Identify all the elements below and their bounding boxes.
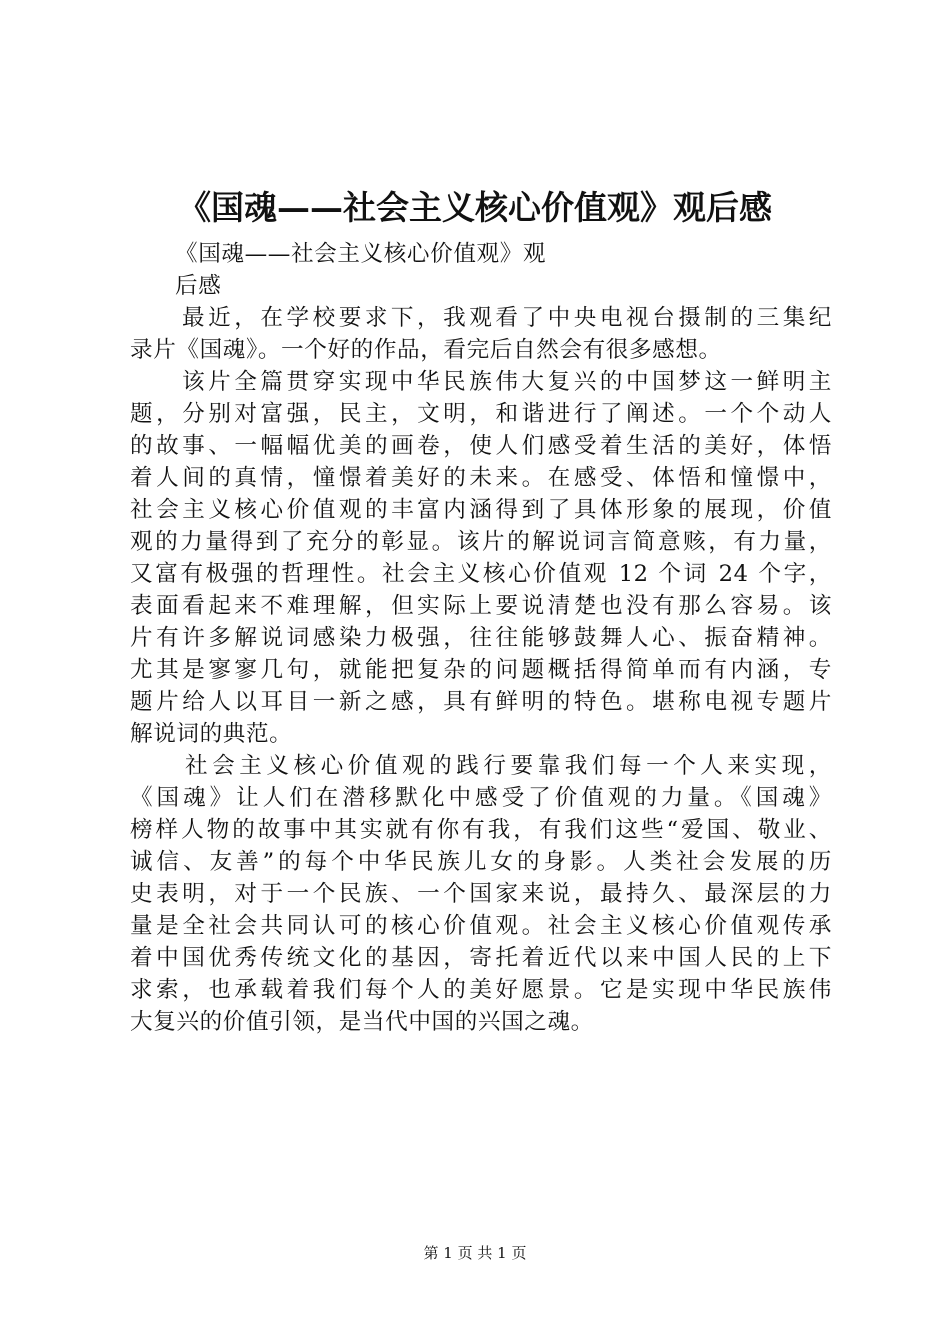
paragraph-2-line: 观的力量得到了充分的彰显。该片的解说词言简意赅，有力量， [130, 529, 832, 555]
paragraph-2-line: 片有许多解说词感染力极强，往往能够鼓舞人心、振奋精神。 [130, 625, 832, 651]
subtitle-line: 后感 [175, 273, 222, 299]
paragraph-3-line: 社会主义核心价值观的践行要靠我们每一个人来实现， [185, 753, 832, 779]
paragraph-2-line: 题片给人以耳目一新之感，具有鲜明的特色。堪称电视专题片 [130, 689, 832, 715]
paragraph-3-line: 着中国优秀传统文化的基因，寄托着近代以来中国人民的上下 [130, 945, 832, 971]
paragraph-2-line: 社会主义核心价值观的丰富内涵得到了具体形象的展现，价值 [130, 497, 832, 523]
paragraph-2-line: 着人间的真情，憧憬着美好的未来。在感受、体悟和憧憬中， [130, 465, 832, 491]
paragraph-3-line: 求索，也承载着我们每个人的美好愿景。它是实现中华民族伟 [130, 977, 832, 1003]
paragraph-2-line: 解说词的典范。 [130, 721, 293, 747]
paragraph-2-line: 的故事、一幅幅优美的画卷，使人们感受着生活的美好，体悟 [130, 433, 832, 459]
paragraph-3-line: 大复兴的价值引领，是当代中国的兴国之魂。 [130, 1009, 594, 1035]
paragraph-3-line: 量是全社会共同认可的核心价值观。社会主义核心价值观传承 [130, 913, 832, 939]
paragraph-1-line: 录片《国魂》。一个好的作品，看完后自然会有很多感想。 [130, 337, 722, 363]
subtitle-line: 《国魂——社会主义核心价值观》观 [175, 241, 547, 267]
paragraph-2-line: 表面看起来不难理解，但实际上要说清楚也没有那么容易。该 [130, 593, 832, 619]
paragraph-3-line: 诚信、友善”的每个中华民族儿女的身影。人类社会发展的历 [130, 849, 832, 875]
document-title: 《国魂——社会主义核心价值观》观后感 [178, 188, 772, 227]
page-footer: 第 1 页 共 1 页 [423, 1244, 527, 1262]
paragraph-3-line: 《国魂》让人们在潜移默化中感受了价值观的力量。《国魂》 [130, 785, 832, 811]
paragraph-2-line: 题，分别对富强，民主，文明，和谐进行了阐述。一个个动人 [130, 401, 832, 427]
paragraph-2-line: 该片全篇贯穿实现中华民族伟大复兴的中国梦这一鲜明主 [182, 369, 832, 395]
document-body [130, 238, 832, 1038]
paragraph-3-line: 榜样人物的故事中其实就有你有我，有我们这些“爱国、敬业、 [130, 817, 832, 843]
paragraph-1-line: 最近，在学校要求下，我观看了中央电视台摄制的三集纪 [182, 305, 832, 331]
paragraph-2-line: 又富有极强的哲理性。社会主义核心价值观 12 个词 24 个字， [130, 561, 832, 587]
paragraph-2-line: 尤其是寥寥几句，就能把复杂的问题概括得简单而有内涵，专 [130, 657, 832, 683]
paragraph-3-line: 史表明，对于一个民族、一个国家来说，最持久、最深层的力 [130, 881, 832, 907]
